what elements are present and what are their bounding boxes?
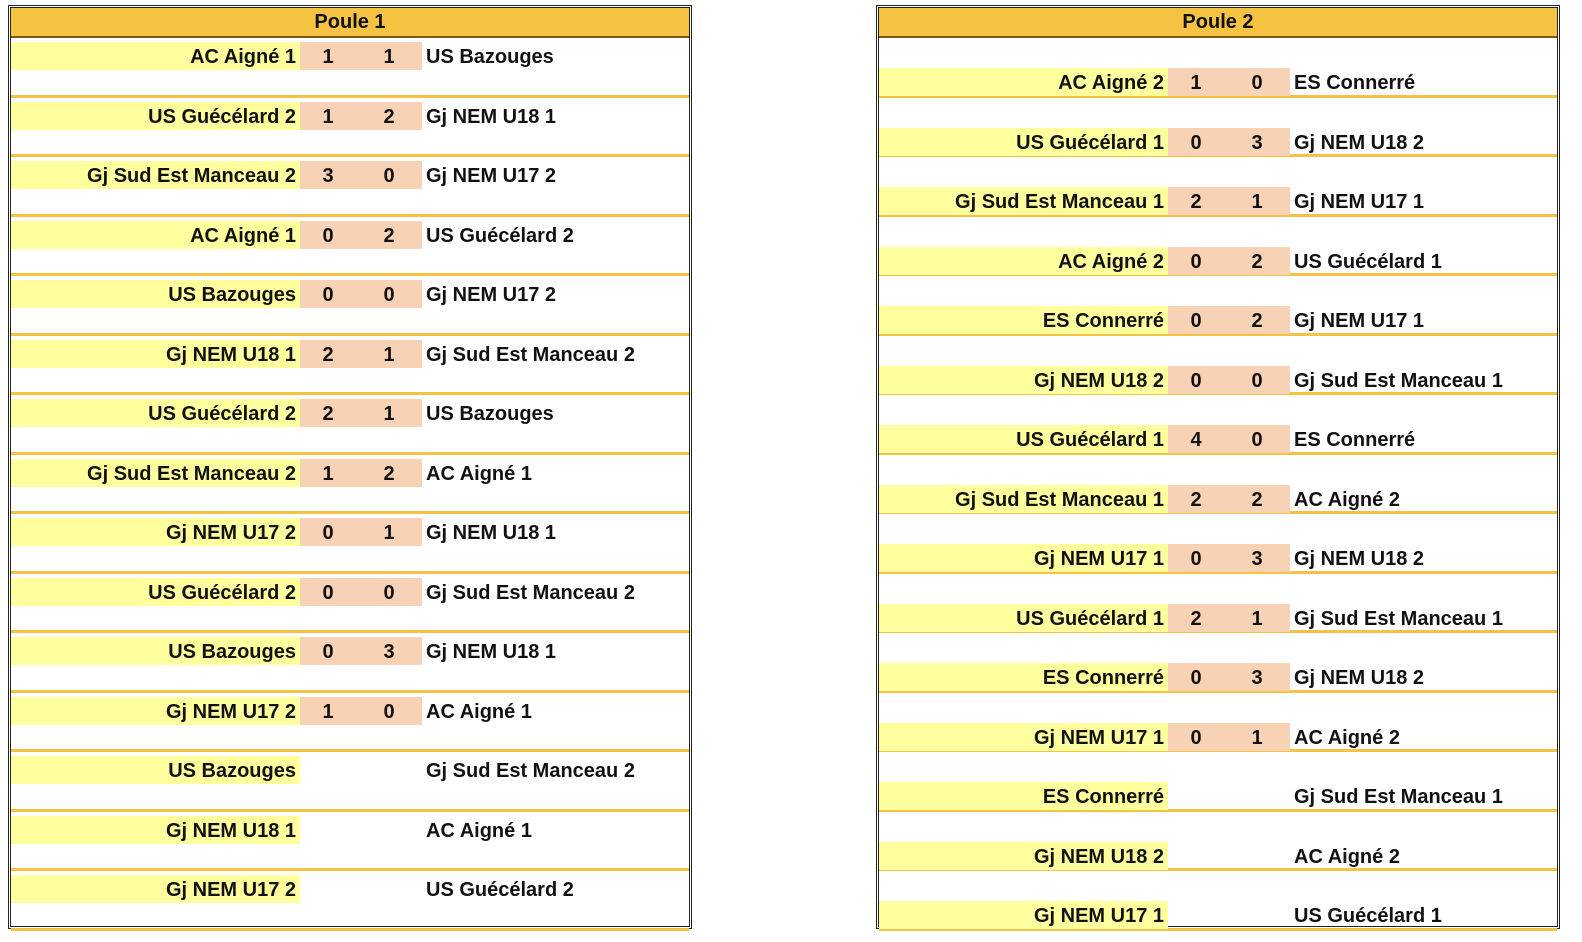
home-score: 3 bbox=[300, 161, 356, 189]
away-team: Gj NEM U18 2 bbox=[1294, 131, 1425, 154]
away-score: 3 bbox=[1224, 663, 1290, 691]
home-score bbox=[1168, 901, 1224, 929]
match-row bbox=[11, 514, 689, 574]
away-team: US Bazouges bbox=[426, 403, 554, 425]
home-team: Gj Sud Est Manceau 2 bbox=[11, 161, 300, 189]
match-row bbox=[879, 38, 1557, 98]
away-team: Gj NEM U18 1 bbox=[426, 641, 557, 663]
away-team: Gj NEM U17 2 bbox=[426, 284, 557, 306]
home-score: 1 bbox=[300, 102, 356, 130]
away-team: Gj NEM U18 2 bbox=[1294, 548, 1425, 570]
home-score: 0 bbox=[1168, 723, 1224, 751]
home-score: 4 bbox=[1168, 425, 1224, 453]
away-score: 0 bbox=[1224, 425, 1290, 453]
away-score bbox=[356, 756, 422, 784]
home-score: 0 bbox=[300, 578, 356, 606]
home-team: US Guécélard 1 bbox=[879, 128, 1168, 156]
home-team: Gj NEM U17 2 bbox=[11, 697, 300, 725]
home-team: US Bazouges bbox=[11, 756, 300, 784]
home-score: 2 bbox=[300, 340, 356, 368]
match-row bbox=[11, 871, 689, 931]
home-team: ES Connerré bbox=[879, 663, 1168, 691]
away-score bbox=[356, 816, 422, 844]
home-score: 0 bbox=[1168, 247, 1224, 275]
away-team: Gj NEM U18 2 bbox=[1294, 667, 1425, 689]
match-row bbox=[879, 812, 1557, 872]
home-team: US Bazouges bbox=[11, 637, 300, 665]
home-score: 0 bbox=[300, 221, 356, 249]
away-team: Gj Sud Est Manceau 1 bbox=[1294, 607, 1503, 630]
away-score: 0 bbox=[1224, 366, 1290, 394]
away-team: US Bazouges bbox=[426, 46, 554, 68]
home-score bbox=[300, 816, 356, 844]
match-row bbox=[879, 693, 1557, 753]
home-score bbox=[300, 756, 356, 784]
home-team: Gj NEM U18 2 bbox=[879, 366, 1168, 394]
away-team: AC Aigné 2 bbox=[1294, 726, 1400, 749]
match-row bbox=[11, 336, 689, 396]
match-row bbox=[11, 693, 689, 753]
match-row bbox=[11, 157, 689, 217]
home-team: Gj NEM U17 1 bbox=[879, 723, 1168, 751]
home-team: AC Aigné 2 bbox=[879, 247, 1168, 275]
home-score: 0 bbox=[300, 280, 356, 308]
away-team: AC Aigné 2 bbox=[1294, 845, 1400, 868]
home-team: ES Connerré bbox=[879, 782, 1168, 810]
home-score: 2 bbox=[1168, 187, 1224, 215]
away-score: 1 bbox=[356, 518, 422, 546]
match-row bbox=[879, 276, 1557, 336]
match-row bbox=[879, 395, 1557, 455]
home-team: Gj Sud Est Manceau 2 bbox=[11, 459, 300, 487]
away-score: 1 bbox=[356, 340, 422, 368]
poule-2-table bbox=[876, 5, 1560, 929]
home-score: 0 bbox=[1168, 128, 1224, 156]
match-row bbox=[879, 157, 1557, 217]
home-score bbox=[1168, 842, 1224, 870]
poule-1-table bbox=[8, 5, 692, 929]
match-row bbox=[11, 276, 689, 336]
home-team: Gj NEM U18 1 bbox=[11, 340, 300, 368]
away-team: US Guécélard 2 bbox=[426, 879, 574, 901]
away-score bbox=[1224, 782, 1290, 810]
away-score: 1 bbox=[356, 399, 422, 427]
home-score bbox=[300, 875, 356, 903]
match-row bbox=[11, 395, 689, 455]
home-team: Gj NEM U17 2 bbox=[11, 875, 300, 903]
match-row bbox=[11, 38, 689, 98]
home-team: ES Connerré bbox=[879, 306, 1168, 334]
away-team: Gj Sud Est Manceau 1 bbox=[1294, 786, 1503, 808]
away-score: 1 bbox=[1224, 723, 1290, 751]
away-team: US Guécélard 1 bbox=[1294, 250, 1442, 273]
match-row bbox=[879, 574, 1557, 634]
home-team: Gj Sud Est Manceau 1 bbox=[879, 485, 1168, 513]
away-team: Gj NEM U17 1 bbox=[1294, 310, 1425, 332]
home-team: AC Aigné 2 bbox=[879, 68, 1168, 96]
home-team: Gj Sud Est Manceau 1 bbox=[879, 187, 1168, 215]
home-score: 1 bbox=[300, 697, 356, 725]
away-score: 2 bbox=[1224, 485, 1290, 513]
home-team: Gj NEM U18 1 bbox=[11, 816, 300, 844]
match-row bbox=[11, 98, 689, 158]
home-team: Gj NEM U18 2 bbox=[879, 842, 1168, 870]
home-score: 2 bbox=[300, 399, 356, 427]
home-team: Gj NEM U17 2 bbox=[11, 518, 300, 546]
home-team: Gj NEM U17 1 bbox=[879, 544, 1168, 572]
away-score bbox=[1224, 842, 1290, 870]
home-team: AC Aigné 1 bbox=[11, 42, 300, 70]
home-score: 2 bbox=[1168, 485, 1224, 513]
match-row bbox=[11, 217, 689, 277]
away-team: AC Aigné 1 bbox=[426, 819, 532, 842]
match-row bbox=[879, 455, 1557, 515]
away-score: 1 bbox=[356, 42, 422, 70]
home-score: 1 bbox=[300, 459, 356, 487]
away-team: Gj NEM U18 1 bbox=[426, 105, 557, 128]
away-team: US Guécélard 1 bbox=[1294, 905, 1442, 927]
home-team: AC Aigné 1 bbox=[11, 221, 300, 249]
away-score: 3 bbox=[1224, 128, 1290, 156]
away-score: 0 bbox=[1224, 68, 1290, 96]
home-score: 0 bbox=[300, 637, 356, 665]
match-row bbox=[879, 752, 1557, 812]
home-team: US Guécélard 1 bbox=[879, 425, 1168, 453]
match-row bbox=[879, 217, 1557, 277]
away-score: 0 bbox=[356, 161, 422, 189]
away-score: 2 bbox=[1224, 306, 1290, 334]
home-score: 0 bbox=[1168, 544, 1224, 572]
away-team: ES Connerré bbox=[1294, 429, 1416, 451]
away-score bbox=[1224, 901, 1290, 929]
match-row bbox=[11, 633, 689, 693]
home-team: US Guécélard 2 bbox=[11, 102, 300, 130]
away-score: 1 bbox=[1224, 187, 1290, 215]
away-score: 0 bbox=[356, 280, 422, 308]
away-team: Gj Sud Est Manceau 2 bbox=[426, 343, 635, 366]
away-score: 0 bbox=[356, 578, 422, 606]
away-team: AC Aigné 2 bbox=[1294, 488, 1400, 511]
home-score: 2 bbox=[1168, 604, 1224, 632]
home-team: US Guécélard 2 bbox=[11, 578, 300, 606]
away-score: 0 bbox=[356, 697, 422, 725]
away-team: Gj NEM U17 2 bbox=[426, 165, 557, 187]
away-score: 1 bbox=[1224, 604, 1290, 632]
match-row bbox=[879, 871, 1557, 931]
home-score: 1 bbox=[300, 42, 356, 70]
home-score: 0 bbox=[1168, 366, 1224, 394]
away-score: 2 bbox=[356, 221, 422, 249]
away-team: Gj Sud Est Manceau 1 bbox=[1294, 369, 1503, 392]
away-score: 3 bbox=[1224, 544, 1290, 572]
home-score: 0 bbox=[300, 518, 356, 546]
home-team: US Bazouges bbox=[11, 280, 300, 308]
away-score: 2 bbox=[356, 102, 422, 130]
away-score: 2 bbox=[1224, 247, 1290, 275]
away-score: 3 bbox=[356, 637, 422, 665]
poule-title: Poule 2 bbox=[879, 8, 1557, 38]
home-team: US Guécélard 2 bbox=[11, 399, 300, 427]
home-score: 0 bbox=[1168, 663, 1224, 691]
away-team: Gj NEM U18 1 bbox=[426, 522, 557, 544]
match-row bbox=[11, 812, 689, 872]
poule-title: Poule 1 bbox=[11, 8, 689, 38]
match-row bbox=[11, 752, 689, 812]
home-score: 0 bbox=[1168, 306, 1224, 334]
away-team: AC Aigné 1 bbox=[426, 700, 532, 723]
match-row bbox=[879, 514, 1557, 574]
home-team: US Guécélard 1 bbox=[879, 604, 1168, 632]
home-team: Gj NEM U17 1 bbox=[879, 901, 1168, 929]
away-score bbox=[356, 875, 422, 903]
home-score bbox=[1168, 782, 1224, 810]
away-team: Gj Sud Est Manceau 2 bbox=[426, 760, 635, 782]
match-row bbox=[879, 98, 1557, 158]
home-score: 1 bbox=[1168, 68, 1224, 96]
away-score: 2 bbox=[356, 459, 422, 487]
away-team: US Guécélard 2 bbox=[426, 224, 574, 247]
away-team: AC Aigné 1 bbox=[426, 462, 532, 485]
match-row bbox=[11, 574, 689, 634]
away-team: ES Connerré bbox=[1294, 72, 1416, 94]
match-row bbox=[11, 455, 689, 515]
match-row bbox=[879, 633, 1557, 693]
away-team: Gj NEM U17 1 bbox=[1294, 191, 1425, 213]
away-team: Gj Sud Est Manceau 2 bbox=[426, 581, 635, 604]
match-row bbox=[879, 336, 1557, 396]
